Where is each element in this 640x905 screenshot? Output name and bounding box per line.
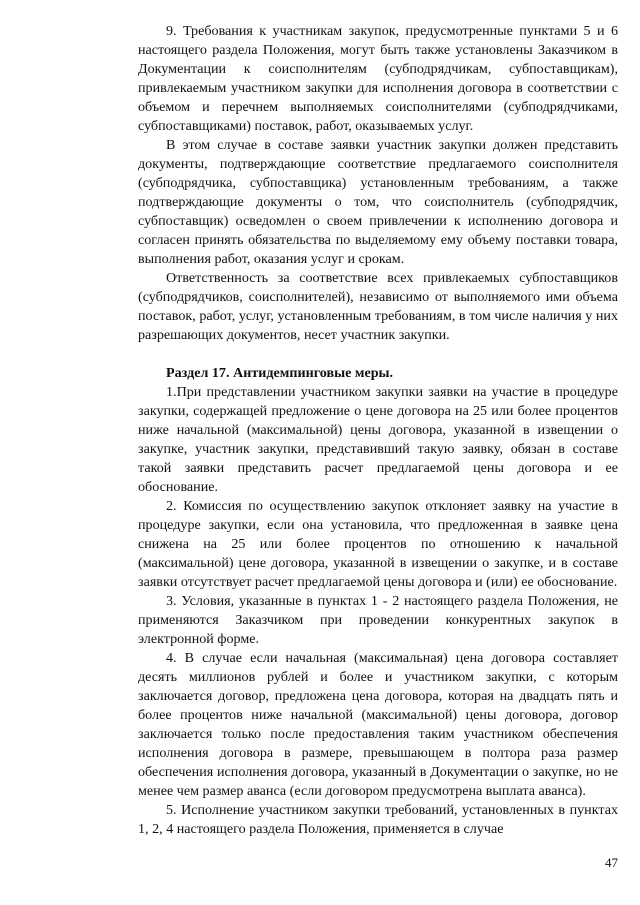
- section-heading: Раздел 17. Антидемпинговые меры.: [166, 365, 394, 381]
- section-gap: [138, 345, 618, 364]
- paragraph-antidumping-4: 4. В случае если начальная (максимальная) цена договора составляет десять миллионов рублей и более и участником закупки, с которым заключается договор, предложена цена договора, которая на двадцать пять и более процентов ниже начальной (максимальной) цены договора, договор заключается только после предоставления таким участником обеспечения исполнения договора в размере, превышающем в полтора раза размер обеспечения исполнения договора, указанный в Документации о закупке, но не менее чем размер аванса (если договором предусмотрена выплата аванса).: [138, 650, 618, 799]
- paragraph-9: 9. Требования к участникам закупок, предусмотренные пунктами 5 и 6 настоящего раздела Положения, могут быть также установлены Заказчиком в Документации к соисполнителям (субподрядчикам, субпоставщикам), привлекаемым участником закупки для исполнения договора в соответствии с объемом и перечнем выполняемых соисполнителями (субподрядчиками, субпоставщиками) поставок, работ, оказываемых услуг.: [138, 23, 618, 134]
- paragraph-antidumping-2: 2. Комиссия по осуществлению закупок отклоняет заявку на участие в процедуре закупки, если она установила, что предложенная в заявке цена снижена на 25 или более процентов по отношению к начальной (максимальной) цене договора, указанной в извещении о закупке, и в составе заявки отсутствует расчет предлагаемой цены договора и (или) ее обоснование.: [138, 498, 618, 590]
- paragraph-antidumping-1: 1.При представлении участником закупки заявки на участие в процедуре закупки, содержащей предложение о цене договора на 25 или более процентов ниже начальной (максимальной) цены договора, указанной в извещении о закупке, участник закупки, представивший такую заявку, обязан в составе такой заявки представить расчет предлагаемой цены договора и ее обоснование.: [138, 384, 618, 495]
- paragraph-antidumping-5: 5. Исполнение участником закупки требований, установленных в пунктах 1, 2, 4 настоящего раздела Положения, применяется в случае: [138, 802, 618, 837]
- paragraph-subcontractor-documents: В этом случае в составе заявки участник закупки должен представить документы, подтверждающие соответствие предлагаемого соисполнителя (субподрядчика, субпоставщика) установленным требованиям, а также подтверждающие документы о том, что соисполнитель (субподрядчик, субпоставщик) осведомлен о своем привлечении к исполнению договора и согласен принять обязательства по выделяемому ему объему поставки товара, выполнения работ, оказания услуг и срокам.: [138, 137, 618, 267]
- page-number: 47: [605, 855, 618, 870]
- paragraph-responsibility: Ответственность за соответствие всех привлекаемых субпоставщиков (субподрядчиков, соисполнителей), независимо от выполняемого ими объема поставок, работ, услуг, установленным требованиям, в том числе наличия у них разрешающих документов, несет участник закупки.: [138, 270, 618, 343]
- paragraph-antidumping-3: 3. Условия, указанные в пунктах 1 - 2 настоящего раздела Положения, не применяются Заказчиком при проведении конкурентных закупок в электронной форме.: [138, 593, 618, 647]
